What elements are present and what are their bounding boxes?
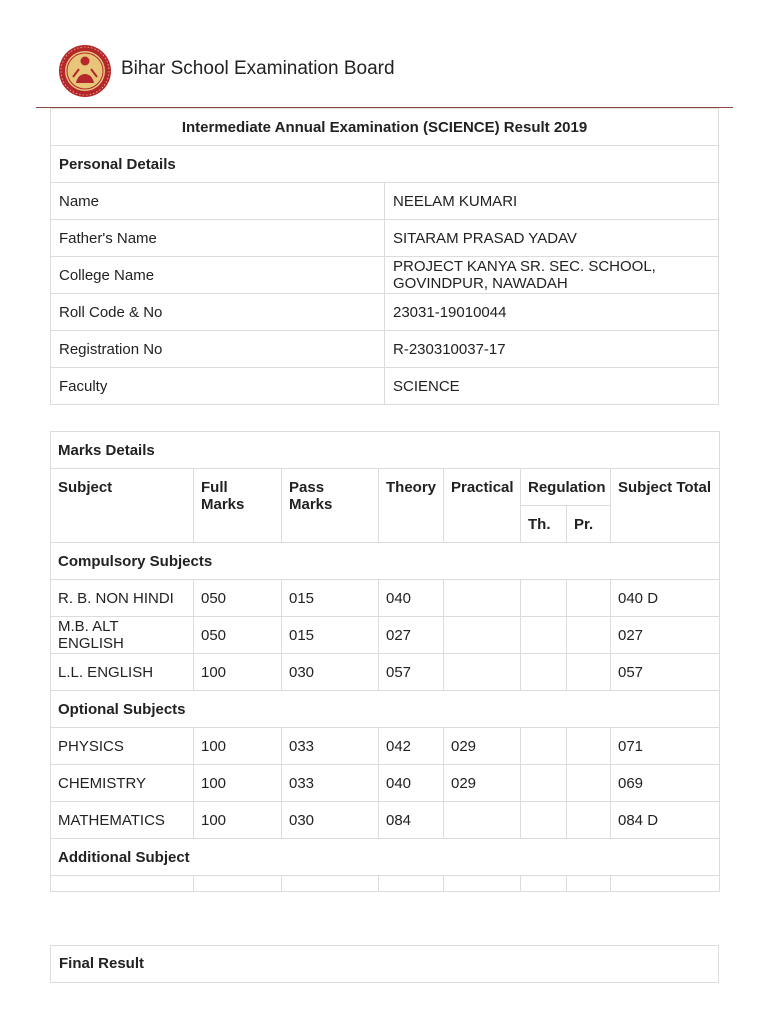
subject-cell: CHEMISTRY <box>51 765 194 802</box>
reg-pr-cell <box>567 580 611 617</box>
col-subject-total: Subject Total <box>611 469 720 543</box>
theory-cell: 040 <box>379 580 444 617</box>
full-marks-cell <box>194 876 282 892</box>
col-regulation: Regulation <box>521 469 611 506</box>
col-regulation-th: Th. <box>521 506 567 543</box>
detail-label: Father's Name <box>51 220 385 257</box>
col-subject: Subject <box>51 469 194 543</box>
detail-row-roll <box>51 294 719 331</box>
subject-total-cell: 057 <box>611 654 720 691</box>
practical-cell <box>444 617 521 654</box>
subject-total-cell: 071 <box>611 728 720 765</box>
full-marks-cell: 100 <box>194 802 282 839</box>
detail-label: Name <box>51 183 385 220</box>
result-title: Intermediate Annual Examination (SCIENCE) Result 2019 <box>51 109 719 146</box>
detail-row-father-name <box>51 220 719 257</box>
practical-cell: 029 <box>444 728 521 765</box>
detail-value: PROJECT KANYA SR. SEC. SCHOOL, GOVINDPUR, NAWADAH <box>385 257 719 294</box>
marks-details-heading: Marks Details <box>51 432 720 469</box>
practical-cell <box>444 802 521 839</box>
theory-cell: 057 <box>379 654 444 691</box>
reg-pr-cell <box>567 654 611 691</box>
subject-total-cell: 084 D <box>611 802 720 839</box>
theory-cell <box>379 876 444 892</box>
marks-header-row <box>51 469 720 506</box>
theory-cell: 040 <box>379 765 444 802</box>
reg-th-cell <box>521 876 567 892</box>
reg-pr-cell <box>567 876 611 892</box>
full-marks-cell: 100 <box>194 654 282 691</box>
pass-marks-cell: 015 <box>282 617 379 654</box>
detail-value: SCIENCE <box>385 368 719 405</box>
subject-cell: M.B. ALT ENGLISH <box>51 617 194 654</box>
personal-details-table <box>50 108 719 405</box>
subject-total-cell: 040 D <box>611 580 720 617</box>
table-row <box>51 580 720 617</box>
detail-row-faculty <box>51 368 719 405</box>
reg-th-cell <box>521 580 567 617</box>
reg-th-cell <box>521 802 567 839</box>
subject-total-cell: 069 <box>611 765 720 802</box>
practical-cell <box>444 654 521 691</box>
full-marks-cell: 100 <box>194 728 282 765</box>
detail-value: 23031-19010044 <box>385 294 719 331</box>
detail-value: R-230310037-17 <box>385 331 719 368</box>
reg-th-cell <box>521 617 567 654</box>
reg-th-cell <box>521 654 567 691</box>
board-name: Bihar School Examination Board <box>121 58 395 79</box>
theory-cell: 042 <box>379 728 444 765</box>
optional-subjects-heading: Optional Subjects <box>51 691 720 728</box>
bseb-emblem-icon <box>58 43 112 99</box>
detail-label: College Name <box>51 257 385 294</box>
detail-label: Roll Code & No <box>51 294 385 331</box>
detail-row-college <box>51 257 719 294</box>
table-row <box>51 876 720 892</box>
reg-pr-cell <box>567 765 611 802</box>
full-marks-cell: 050 <box>194 617 282 654</box>
detail-label: Registration No <box>51 331 385 368</box>
table-row <box>51 654 720 691</box>
personal-details-heading: Personal Details <box>51 146 719 183</box>
pass-marks-cell <box>282 876 379 892</box>
practical-cell: 029 <box>444 765 521 802</box>
compulsory-subjects-heading: Compulsory Subjects <box>51 543 720 580</box>
theory-cell: 084 <box>379 802 444 839</box>
marks-details-table <box>50 431 720 892</box>
reg-th-cell <box>521 728 567 765</box>
detail-value: SITARAM PRASAD YADAV <box>385 220 719 257</box>
table-row <box>51 617 720 654</box>
reg-pr-cell <box>567 617 611 654</box>
pass-marks-cell: 033 <box>282 765 379 802</box>
table-row <box>51 765 720 802</box>
full-marks-cell: 050 <box>194 580 282 617</box>
pass-marks-cell: 033 <box>282 728 379 765</box>
full-marks-cell: 100 <box>194 765 282 802</box>
reg-pr-cell <box>567 728 611 765</box>
col-practical: Practical <box>444 469 521 543</box>
subject-cell: R. B. NON HINDI <box>51 580 194 617</box>
subject-cell: L.L. ENGLISH <box>51 654 194 691</box>
additional-subject-heading: Additional Subject <box>51 839 720 876</box>
reg-pr-cell <box>567 802 611 839</box>
col-regulation-pr: Pr. <box>567 506 611 543</box>
detail-row-name <box>51 183 719 220</box>
subject-total-cell: 027 <box>611 617 720 654</box>
page-header <box>0 0 768 108</box>
detail-label: Faculty <box>51 368 385 405</box>
reg-th-cell <box>521 765 567 802</box>
col-theory: Theory <box>379 469 444 543</box>
pass-marks-cell: 030 <box>282 802 379 839</box>
pass-marks-cell: 030 <box>282 654 379 691</box>
detail-value: NEELAM KUMARI <box>385 183 719 220</box>
practical-cell <box>444 580 521 617</box>
table-row <box>51 728 720 765</box>
theory-cell: 027 <box>379 617 444 654</box>
subject-cell: MATHEMATICS <box>51 802 194 839</box>
subject-total-cell <box>611 876 720 892</box>
subject-cell <box>51 876 194 892</box>
col-pass-marks: Pass Marks <box>282 469 379 543</box>
detail-row-registration <box>51 331 719 368</box>
subject-cell: PHYSICS <box>51 728 194 765</box>
final-result-heading: Final Result <box>50 945 719 983</box>
practical-cell <box>444 876 521 892</box>
table-row <box>51 802 720 839</box>
col-full-marks: Full Marks <box>194 469 282 543</box>
pass-marks-cell: 015 <box>282 580 379 617</box>
